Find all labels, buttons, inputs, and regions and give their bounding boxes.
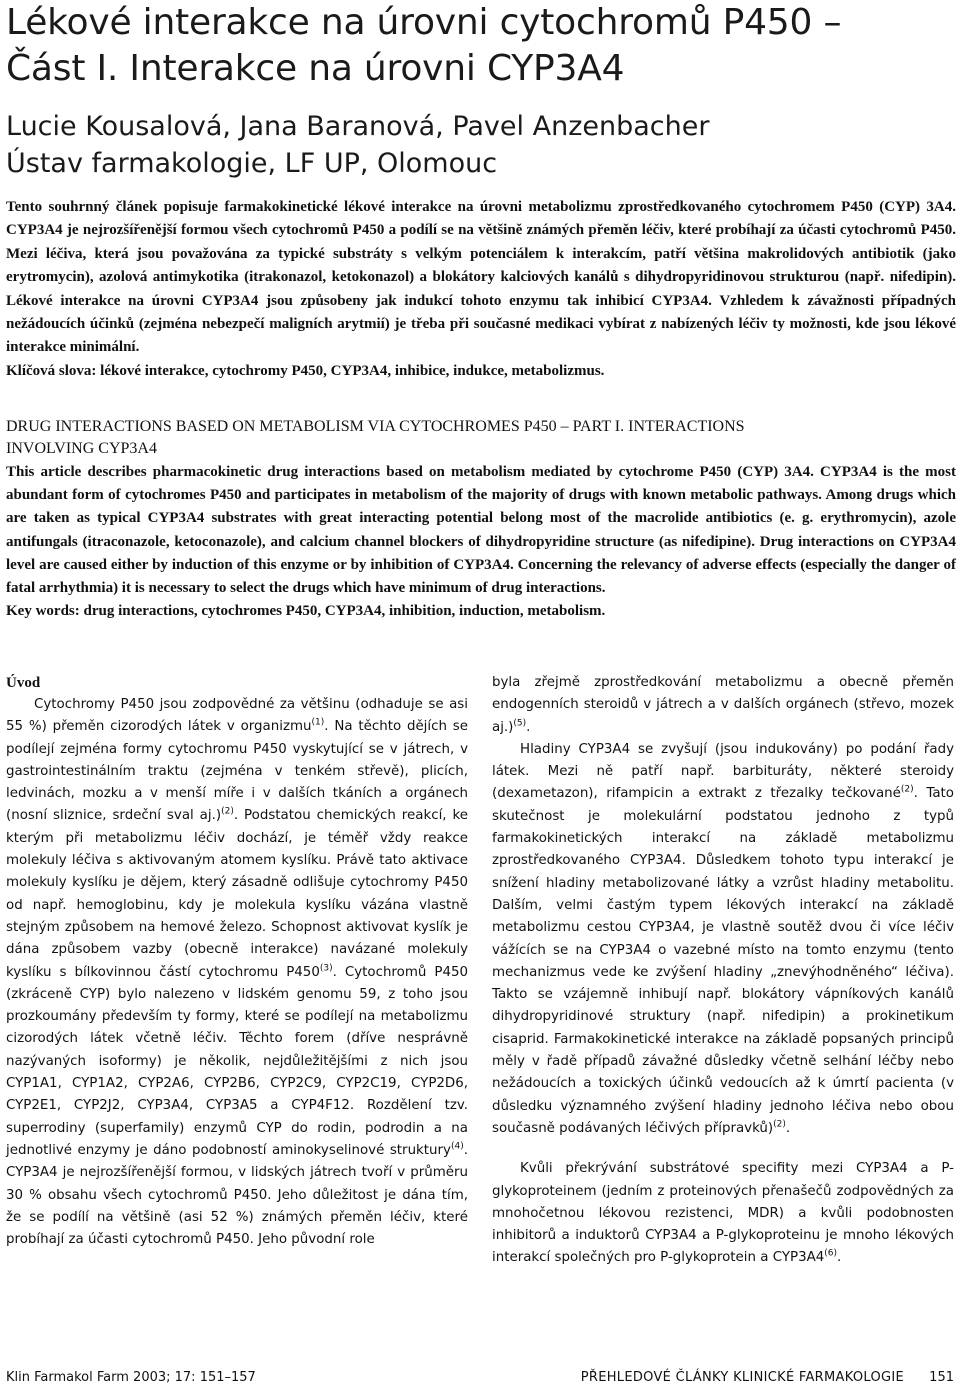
text-run: . Tato skutečnost je molekulární podstatou jednoho z typů farmakokinetických interakcí na základě metabolizmu zprostředkovaného CYP3A4. Důsledkem tohoto typu interakcí je snížení hladiny metabolizované látky a vzrůst hladiny metabolitu. Dalším, velmi častým typem lékových interakcí na základě metabolizmu cestou CYP3A4, je vlastně soutěž dvou či více léčiv vážících se na CYP3A4 o vazebné místo na tomto enzymu (tento mechanizmus vede ke zvýšení hladiny „znevýhodněného“ léčiva). Takto se vzájemně inhibují např. blokátory vápníkových kanálů dihydropyridinové struktury (např. nifedipin) a prokinetikum cisaprid. Farmakokinetické interakce na základě popsaných principů měly v řadě případů závažné důsledky včetně selhání léčby nebo nežádoucích a toxických účinků vedoucích až k úmrtí pacienta (v důsledku významného zvýšení hladiny jednoho léčiva nebo obou současně podávaných léčivých přípravků) <box>492 786 955 1136</box>
text-run: . CYP3A4 je nejrozšířenější formou, v lidských játrech tvoří v průměru 30 % obsahu všech cytochromů P450. Jeho důležitost je dána tím, že se podílí na většině (asi 52 %) známých přeměn léčiv, které probíhají za účasti cytochromů P450. Jeho původní role <box>6 1142 468 1248</box>
affiliation: Ústav farmakologie, LF UP, Olomouc <box>6 148 498 179</box>
section-heading-uvod: Úvod <box>6 675 41 691</box>
citation-ref: (6) <box>824 1248 838 1259</box>
english-title-line2: INVOLVING CYP3A4 <box>6 440 157 457</box>
citation-ref: (4) <box>450 1141 464 1152</box>
article-title <box>6 0 956 92</box>
text-run: . <box>785 1120 791 1136</box>
abstract-english <box>6 461 956 623</box>
author-names: Lucie Kousalová, Jana Baranová, Pavel Anzenbacher <box>6 111 710 142</box>
author-block <box>6 108 956 182</box>
text-run: . Podstatou chemických reakcí, ke kterým při metabolizmu léčiv dochází, je téměř vždy reakce molekuly léčiva s aktivovaným atomem kyslíku. Právě tato aktivace molekuly kyslíku je dějem, který zásadně odlišuje cytochromy P450 od např. hemoglobinu, kdy je molekula kyslíku vázána vlastně stejným způsobem na hemové železo. Schopnost aktivovat kyslík je dána způsobem vazby (obecně interakce) navázané molekuly kyslíku s bílkovinnou částí cytochromu P450 <box>6 808 468 980</box>
keywords-english: Key words: drug interactions, cytochromes P450, CYP3A4, inhibition, induction, metabolism. <box>6 603 606 620</box>
citation-ref: (5) <box>513 718 527 729</box>
body-column-left <box>6 672 468 1251</box>
english-title <box>6 416 956 460</box>
text-run: . Cytochromů P450 (zkráceně CYP) bylo nalezeno v lidském genomu 59, z toho jsou prozkoumány především ty formy, které se podílejí na metabolizmu cizorodých látek včetně léčiv. Těchto forem (dříve nesprávně nazývaných isoformy) je několik, nejdůležitějšími z nich jsou CYP1A1, CYP1A2, CYP2A6, CYP2B6, CYP2C9, CYP2C19, CYP2D6, CYP2E1, CYP2J2, CYP3A4, CYP3A5 a CYP4F12. Rozdělení tzv. superrodiny (superfamily) enzymů CYP do rodin, podrodin a na jednotlivé enzymy je dáno podobností aminokyselinové struktury <box>6 964 469 1158</box>
citation-ref: (2) <box>900 785 914 796</box>
section-name: PŘEHLEDOVÉ ČLÁNKY KLINICKÉ FARMAKOLOGIE <box>580 1370 904 1385</box>
keywords-czech: Klíčová slova: lékové interakce, cytochromy P450, CYP3A4, inhibice, indukce, metabolizmus. <box>6 362 605 379</box>
abstract-czech-text: Tento souhrnný článek popisuje farmakokinetické lékové interakce na úrovni metabolizmu zprostředkovaného cytochromem P450 (CYP) 3A4. CYP3A4 je nejrozšířenější formou všech cytochromů P450 a podílí se na většině známých přeměn léčiv, které probíhají za účasti cytochromů P450. Mezi léčiva, která jsou považována za typické substráty s velkým potenciálem k interakcím, patří většina makrolidových antibiotik (jako erytromycin), azolová antimykotika (itrakonazol, ketokonazol) a blokátory kalciových kanálů s dihydropyridinovou strukturou (např. nifedipin). Lékové interakce na úrovni CYP3A4 jsou způsobeny jak indukcí tohoto enzymu tak inhibicí CYP3A4. Vzhledem k závažnosti případných nežádoucích účinků (zejména nebezpečí maligních arytmií) je třeba při současné medikaci vybírat z nabízených léčiv ty možnosti, kde jsou lékové interakce minimální. <box>6 199 956 356</box>
text-run: Cytochromy P450 jsou zodpovědné za většinu (odhaduje se asi 55 %) přeměn cizorodých látek v organizmu <box>6 697 468 735</box>
citation-ref: (1) <box>311 717 325 728</box>
text-run: . <box>526 719 531 735</box>
abstract-english-text: This article describes pharmacokinetic drug interactions based on metabolism mediated by cytochrome P450 (CYP) 3A4. CYP3A4 is the most abundant form of cytochromes P450 and participates in metabolism of the majority of drugs with known metabolic pathways. Among drugs which are taken as typical CYP3A4 substrates with great interacting potential belong most of the macrolide antibiotics (e. g. erythromycin), azole antifungals (itraconazole, ketoconazole), and calcium channel blockers of dihydropyridine structure (as nifedipine). Drug interactions on CYP3A4 level are caused either by induction of this enzyme or by inhibition of CYP3A4. Concerning the relevancy of adverse effects (especially the danger of fatal arrhythmia) it is necessary to select the drugs which have minimum of drug interactions. <box>6 464 956 597</box>
text-run: Kvůli překrývání substrátové specifity mezi CYP3A4 a P-glykoproteinem (jedním z proteinových přenašečů zodpovědných za mnohočetnou lékovou rezistenci, MDR) a kvůli podobnosten inhibitorů a induktorů CYP3A4 a P-glykoproteinu je mnoho lékových interakcí společných pro P-glykoprotein a CYP3A4 <box>492 1161 954 1266</box>
page-number: 151 <box>929 1370 954 1385</box>
citation-ref: (2) <box>221 807 234 818</box>
text-run: byla zřejmě zprostředkování metabolizmu a obecně přeměn endogenních steroidů v játrech a v dalších orgánech (střevo, mozek aj.) <box>492 675 954 735</box>
body-paragraph <box>492 1158 954 1269</box>
body-paragraph <box>492 672 954 739</box>
body-column-right <box>492 672 954 1270</box>
abstract-czech <box>6 196 956 383</box>
body-paragraph <box>6 694 468 1251</box>
text-run: Hladiny CYP3A4 se zvyšují (jsou indukovány) po podání řady látek. Mezi ně patří např. barbituráty, některé steroidy (dexametazon), rifampicin a extrakt z třezalky tečkované <box>492 741 954 802</box>
body-paragraph <box>492 739 954 1140</box>
citation-ref: (2) <box>773 1119 786 1130</box>
article-title-line1: Lékové interakce na úrovni cytochromů P450 – <box>6 2 842 43</box>
english-title-line1: DRUG INTERACTIONS BASED ON METABOLISM VIA CYTOCHROMES P450 – PART I. INTERACTIONS <box>6 418 745 435</box>
page-footer <box>6 1370 956 1392</box>
citation-ref: (3) <box>319 963 333 974</box>
text-run: . Na těchto dějích se podílejí zejména formy cytochromu P450 vyskytující se v játrech, v gastrointestinálním traktu (zejména v tenkém střevě), plicích, ledvinách, mozku a v menší míře i v dalších tkáních a orgánech (nosní sliznice, srdeční sval aj.) <box>6 719 468 824</box>
journal-citation: Klin Farmakol Farm 2003; 17: 151–157 <box>6 1370 256 1385</box>
article-title-line2: Část I. Interakce na úrovni CYP3A4 <box>6 48 625 89</box>
text-run: . <box>837 1250 842 1266</box>
